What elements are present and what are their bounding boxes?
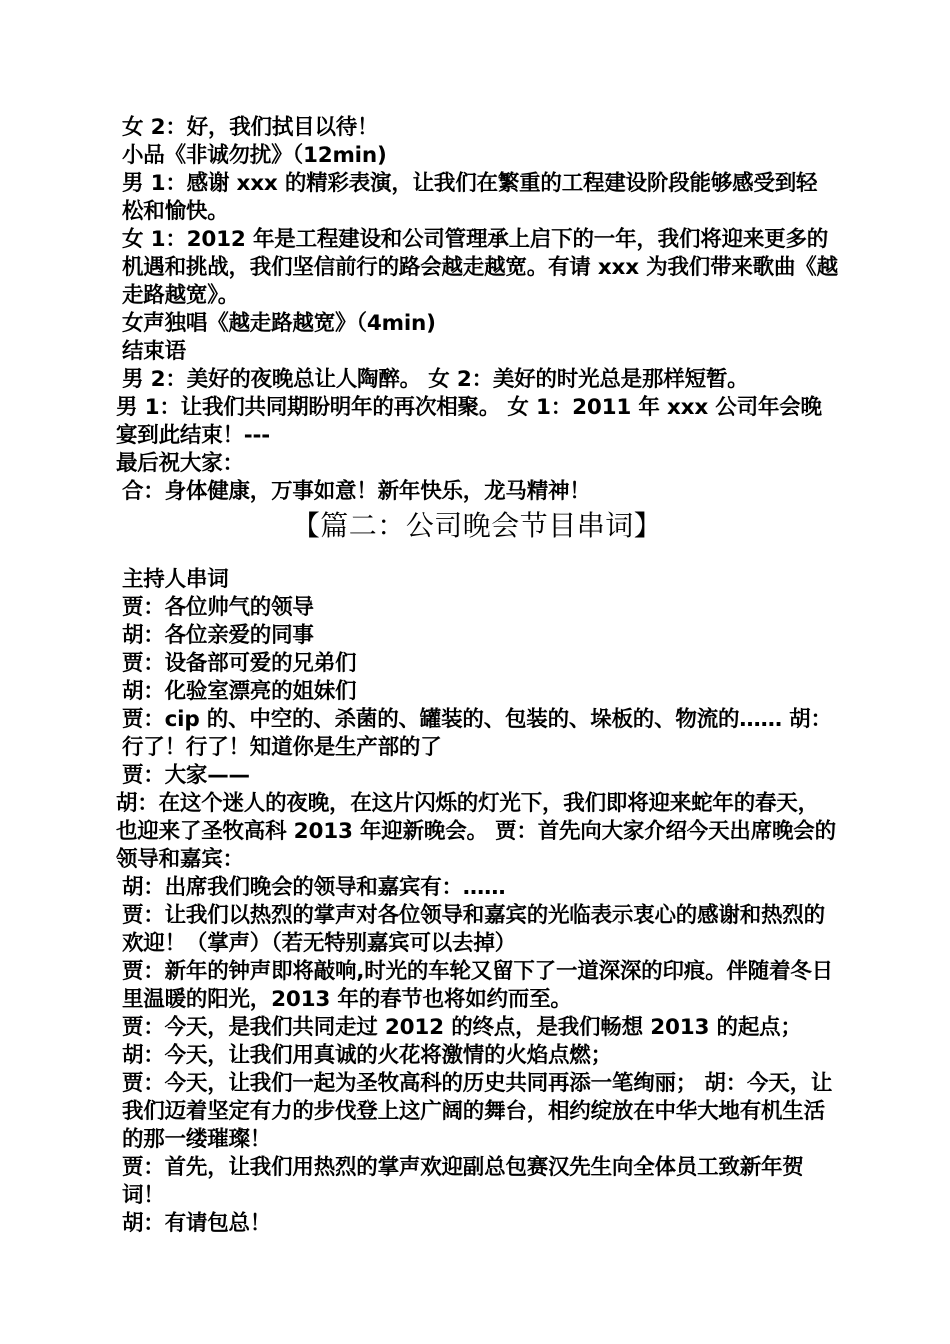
- section-label: 主持人串词: [122, 567, 229, 592]
- paragraph: 女 1：2012 年是工程建设和公司管理承上启下的一年，我们将迎来更多的机遇和挑战，我们坚信前行的路会越走越宽。有请 xxx 为我们带来歌曲《越走路越宽》。: [122, 227, 838, 308]
- section-label: 结束语: [122, 339, 186, 364]
- paragraph: 胡：出席我们晚会的领导和嘉宾有：……: [122, 875, 506, 900]
- paragraph: 贾：今天，是我们共同走过 2012 的终点，是我们畅想 2013 的起点； 胡：今天，让我们用真诚的火花将激情的火焰点燃；: [122, 1015, 802, 1068]
- program-title: 小品《非诚勿扰》（12min): [122, 143, 387, 168]
- paragraph: 贾：让我们以热烈的掌声对各位领导和嘉宾的光临表示衷心的感谢和热烈的欢迎！（掌声）（若无特别嘉宾可以去掉）: [122, 903, 825, 956]
- paragraph: 贾：首先，让我们用热烈的掌声欢迎副总包赛汉先生向全体员工致新年贺词！: [122, 1155, 804, 1208]
- paragraph: 胡：化验室漂亮的姐妹们: [122, 679, 357, 704]
- paragraph: 贾：新年的钟声即将敲响,时光的车轮又留下了一道深深的印痕。伴随着冬日里温暖的阳光，2013 年的春节也将如约而至。: [122, 959, 833, 1012]
- paragraph: 胡：有请包总！: [122, 1211, 272, 1236]
- paragraph: 女 2：好，我们拭目以待！: [122, 115, 379, 140]
- paragraph: 男 1：让我们共同期盼明年的再次相聚。 女 1：2011 年 xxx 公司年会晚宴到此结束！---: [116, 395, 822, 448]
- paragraph: 胡：各位亲爱的同事: [122, 623, 314, 648]
- section-heading: 【篇二：公司晚会节目串词】: [291, 509, 663, 542]
- paragraph: 贾：设备部可爱的兄弟们: [122, 651, 357, 676]
- document-body: [116, 114, 838, 1238]
- paragraph: 胡：在这个迷人的夜晚，在这片闪烁的灯光下，我们即将迎来蛇年的春天，也迎来了圣牧高科 2013 年迎新晚会。 贾：首先向大家介绍今天出席晚会的领导和嘉宾：: [116, 791, 836, 872]
- paragraph: 男 2：美好的夜晚总让人陶醉。 女 2：美好的时光总是那样短暂。: [122, 367, 749, 392]
- paragraph: 贾：今天，让我们一起为圣牧高科的历史共同再添一笔绚丽； 胡：今天，让我们迈着坚定有力的步伐登上这广阔的舞台，相约绽放在中华大地有机生活的那一缕璀璨！: [122, 1071, 833, 1152]
- paragraph: 男 1：感谢 xxx 的精彩表演，让我们在繁重的工程建设阶段能够感受到轻松和愉快。: [122, 171, 818, 224]
- paragraph: 合：身体健康，万事如意！新年快乐，龙马精神！: [122, 479, 591, 504]
- program-title: 女声独唱《越走路越宽》（4min): [122, 311, 436, 336]
- paragraph: 贾：各位帅气的领导: [122, 595, 314, 620]
- paragraph: 最后祝大家：: [116, 451, 244, 476]
- paragraph: 贾：cip 的、中空的、杀菌的、罐装的、包装的、垛板的、物流的…… 胡：行了！行了！知道你是生产部的了: [122, 707, 832, 760]
- paragraph: 贾：大家——: [122, 763, 250, 788]
